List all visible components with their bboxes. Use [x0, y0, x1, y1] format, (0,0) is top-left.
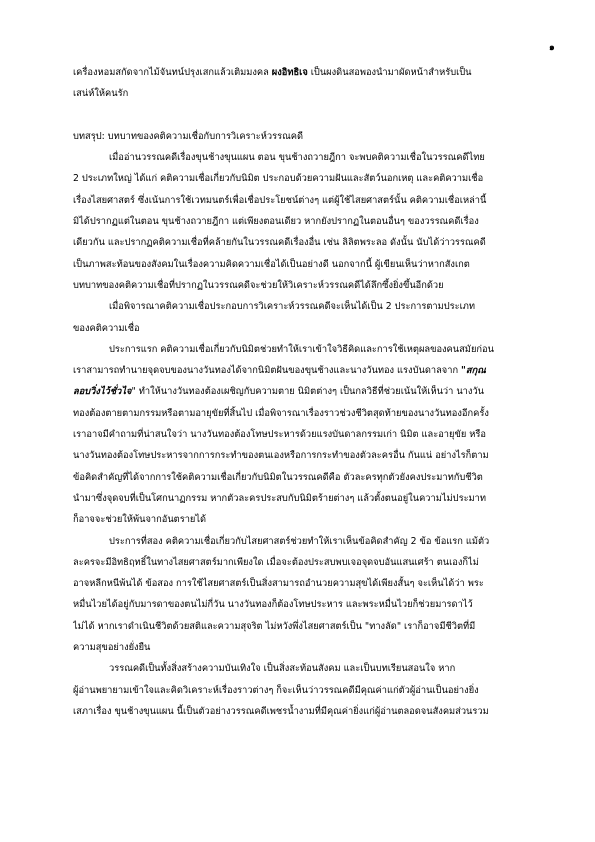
paragraph-line: นางวันทองต้องโทษประหารจากการกระทำของตนเองหรือการกระทำของตัวละครอื่น กันแน่ อย่างไรก็ตาม — [73, 450, 489, 462]
paragraph-line: มิได้ปรากฏแต่ในตอน ขุนช้างถวายฎีกา แต่เพียงตอนเดียว หากยังปรากฏในตอนอื่นๆ ของวรรณคดีเรื่อง — [73, 216, 479, 228]
paragraph-line: ประการแรก คติความเชื่อเกี่ยวกับนิมิตช่วยทำให้เราเข้าใจวิธีคิดและการใช้เหตุผลของคนสมัยก่อน — [109, 343, 494, 355]
paragraph-line: วรรณคดีเป็นทั้งสิ่งสร้างความบันเทิงใจ เป็นสิ่งสะท้อนสังคม และเป็นบทเรียนสอนใจ หาก — [109, 663, 456, 675]
section-heading: บทสรุป: บทบาทของคติความเชื่อกับการวิเคราะห์วรรณคดี — [73, 130, 303, 142]
intro-line: เสน่ห์ให้คนรัก — [73, 88, 129, 100]
paragraph-line: หมื่นไวยได้อยู่กับมารดาของตนไม่กี่วัน นางวันทองก็ต้องโทษประหาร และพระหมื่นไวยก็ช่วยมารดาไว้ — [73, 599, 473, 611]
paragraph-line: อาจหลีกหนีพ้นได้ ข้อสอง การใช้ไสยศาสตร์เป็นสิ่งสามารถอำนวยความสุขได้เพียงสั้นๆ จะเห็นได้ว่า พระ — [73, 578, 484, 590]
paragraph-line: บทบาทของคติความเชื่อที่ปรากฏในวรรณคดีจะช่วยให้วิเคราะห์วรรณคดีได้ลึกซึ้งยิ่งขึ้นอีกด้วย — [73, 279, 444, 291]
paragraph-line: ความสุขอย่างยั่งยืน — [73, 642, 151, 654]
paragraph-line: ทองต้องตายตามกรรมหรือตามอายุขัยที่สิ้นไป เมื่อพิจารณาเรื่องราวช่วงชีวิตสุดท้ายของนางวันทองอีกครั้ง — [73, 407, 489, 419]
quote-text: ลอบวิ่งไว้ชั่วไจ — [73, 386, 132, 398]
body-text — [73, 62, 537, 722]
page-number: ๑ — [549, 42, 555, 52]
paragraph-line: เมื่ออ่านวรรณคดีเรื่องขุนช้างขุนแผน ตอน ขุนช้างถวายฎีกา จะพบคติความเชื่อในวรรณคดีไทย — [109, 152, 485, 164]
paragraph-line: เป็นภาพสะท้อนของสังคมในเรื่องความคิดความเชื่อได้เป็นอย่างดี นอกจากนี้ ผู้เขียนเห็นว่าหากสังเกต — [73, 258, 470, 270]
paragraph-line: ก็อาจจะช่วยให้พ้นจากอันตรายได้ — [73, 514, 207, 526]
paragraph-line: ข้อคิดสำคัญที่ได้จากการใช้คติความเชื่อเกี่ยวกับนิมิตในวรรณคดีคือ ตัวละครทุกตัวยังคงประมาทกับชีวิต — [73, 471, 483, 483]
paragraph-text: " ทำให้นางวันทองต้องเผชิญกับความตาย นิมิตต่างๆ เป็นกลวิธีที่ช่วยเน้นให้เห็นว่า นางวัน — [131, 386, 485, 398]
paragraph-line: ละครจะมีอิทธิฤทธิ์ในทางไสยศาสตร์มากเพียงใด เมื่อจะต้องประสบพบเจอจุดจบอันแสนเศร้า ตนเองก็ไม่ — [73, 556, 479, 568]
quote-text: "สกุณ — [461, 365, 486, 377]
paragraph-line — [73, 381, 537, 402]
paragraph-line: เราอาจมีคำถามที่น่าสนใจว่า นางวันทองต้องโทษประหารด้วยแรงบันดาลกรรมเก่า นิมิต และอายุขัย หรือ — [73, 429, 486, 441]
paragraph-line — [73, 360, 537, 381]
paragraph-line: เดียวกัน และปรากฏคติความเชื่อที่คล้ายกันในวรรณคดีเรื่องอื่น เช่น ลิลิตพระลอ ดังนั้น นับได้ว่าวรรณคดี — [73, 237, 486, 249]
paragraph-line: ไม่ได้ หากเราดำเนินชีวิตด้วยสติและความสุจริต ไม่หวังพึ่งไสยศาสตร์เป็น "ทางลัด" เราก็อาจมีชีวิตที่มี — [73, 620, 476, 632]
paragraph-line: เรื่องไสยศาสตร์ ซึ่งเน้นการใช้เวทมนตร์เพื่อเชื่อประโยชน์ต่างๆ แต่ผู้ใช้ไสยศาสตร์นั้น คติความเชื่อเหล่านี้ — [73, 194, 487, 206]
paragraph-line: 2 ประเภทใหญ่ ได้แก่ คติความเชื่อเกี่ยวกับนิมิต ประกอบด้วยความฝันและสัตว์นอกเหตุ และคติความเชื่อ — [73, 173, 484, 185]
paragraph-line: นำมาซึ่งจุดจบที่เป็นโศกนาฏกรรม หากตัวละครประสบกับนิมิตร้ายต่างๆ แล้วตั้งตนอยู่ในความไม่ประมาท — [73, 492, 487, 504]
paragraph-line: ผู้อ่านพยายามเข้าใจและคิดวิเคราะห์เรื่องราวต่างๆ ก็จะเห็นว่าวรรณคดีมีคุณค่าแก่ตัวผู้อ่านเป็นอย่างยิ่ง — [73, 684, 479, 696]
intro-text: เครื่องหอมสกัดจากไม้จันทน์ปรุงเสกแล้วเติมมงคล — [73, 67, 272, 78]
intro-line — [73, 62, 537, 83]
paragraph-text: เราสามารถทำนายจุดจบของนางวันทองได้จากนิมิตฝันของขุนช้างและนางวันทอง แรงบันดาลจาก — [73, 365, 462, 377]
emphasis-phrase: ผงอิทธิเจ — [271, 67, 308, 78]
paragraph-line: เสภาเรื่อง ขุนช้างขุนแผน นี้เป็นตัวอย่างวรรณคดีเพชรน้ำงามที่มีคุณค่ายิ่งแก่ผู้อ่านตลอดจนสังคมส่วนรวม — [73, 705, 489, 717]
intro-text-tail: เป็นผงดินสอพองนำมาผัดหน้าสำหรับเป็น — [307, 67, 472, 78]
paragraph-line: ประการที่สอง คติความเชื่อเกี่ยวกับไสยศาสตร์ช่วยทำให้เราเห็นข้อคิดสำคัญ 2 ข้อ ข้อแรก แม้ตัว — [109, 535, 490, 547]
paragraph-line: เมื่อพิจารณาคติความเชื่อประกอบการวิเคราะห์วรรณคดีจะเห็นได้เป็น 2 ประการตามประเภท — [109, 301, 476, 313]
paragraph-line: ของคติความเชื่อ — [73, 322, 140, 334]
